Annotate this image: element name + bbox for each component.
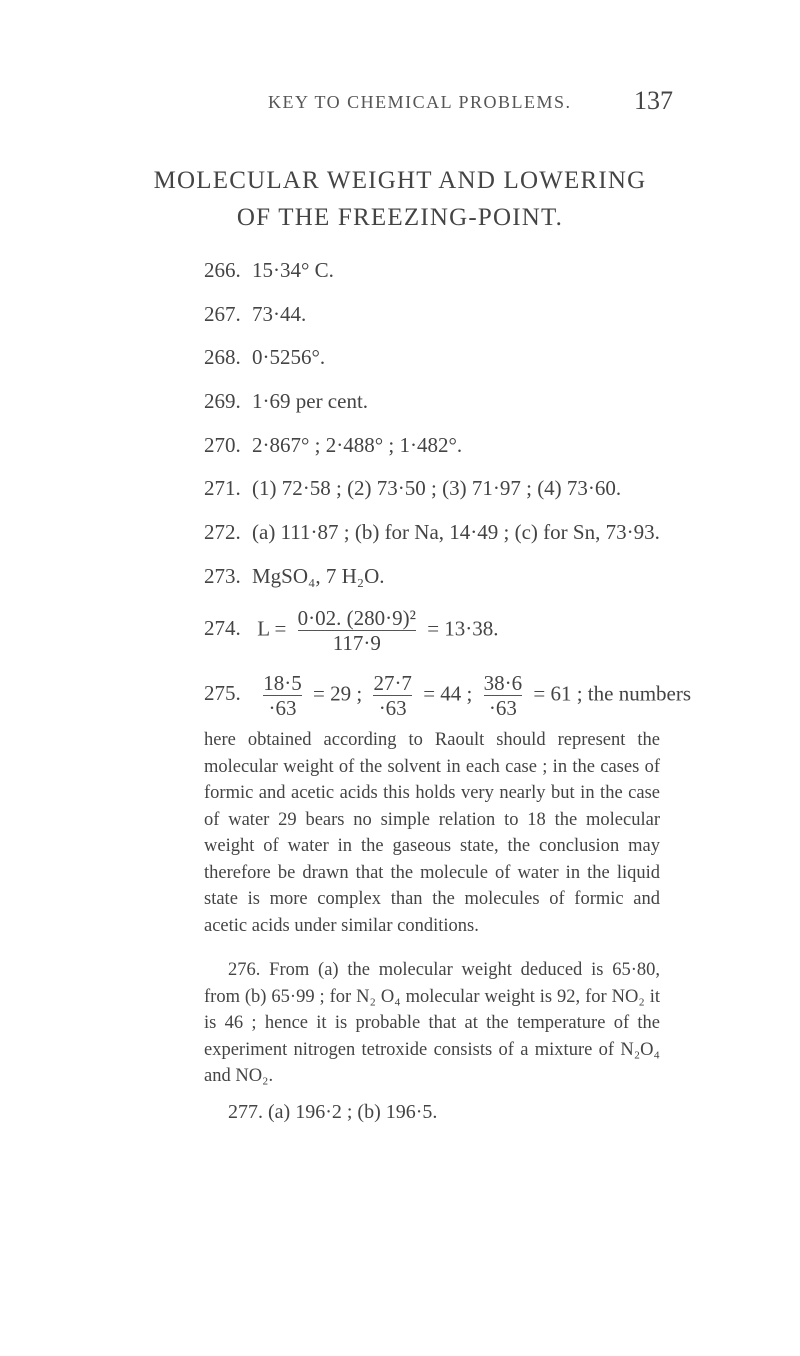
running-title: KEY TO CHEMICAL PROBLEMS. <box>268 92 572 112</box>
fraction-numerator: 27·7 <box>373 671 412 695</box>
fraction-denominator: ·63 <box>484 695 523 720</box>
answer-277 <box>228 1101 437 1124</box>
answer-text: 1·69 per cent. <box>252 389 369 413</box>
fraction-denominator: ·63 <box>373 695 412 720</box>
answer-number: 266. <box>204 258 241 282</box>
answer-text: 73·44. <box>252 302 307 326</box>
formula-274 <box>204 606 499 655</box>
answer-273 <box>204 564 385 589</box>
answer-text: 0·5256°. <box>252 345 326 369</box>
paragraph-275-continuation: here obtained according to Raoult should represent the molecular weight of the solvent in each case ; in the cases of formic and acetic acids this holds very nearly but in the case of water 29 bears no simple relation to 18 the molecular weight of water in the gaseous state, the conclusion may therefore be drawn that the molecule of water in the liquid state is more complex than the molecules of formic and acetic acids under similar conditions. <box>204 730 660 936</box>
answer-number: 277. <box>228 1101 263 1123</box>
answer-270 <box>204 433 462 458</box>
formula-result: = 13·38. <box>427 616 499 641</box>
answer-number: 269. <box>204 389 241 413</box>
fraction <box>298 606 416 655</box>
formula-275 <box>204 671 691 720</box>
page-number: 137 <box>634 86 673 115</box>
answer-text: 2·867° ; 2·488° ; 1·482°. <box>252 433 463 457</box>
paragraph-276: 276. From (a) the molecular weight deduced is 65·80, from (b) 65·99 ; for N₂ O₄ molecular weight is 92, for NO₂ it is 46 ; hence it is probable that at the temperature of the experiment nitrogen tetroxide consists of a mixture of N₂O₄ and NO₂. <box>204 960 660 1086</box>
answer-text: (a) 111·87 ; (b) for Na, 14·49 ; (c) for Sn, 73·93. <box>252 520 660 544</box>
fraction-result: = 29 ; <box>313 681 363 706</box>
answer-number: 268. <box>204 345 241 369</box>
fraction-numerator: 38·6 <box>483 671 523 695</box>
answer-text: MgSO₄, 7 H₂O. <box>252 564 385 588</box>
fraction-numerator: 0·02. (280·9)² <box>297 606 416 630</box>
answer-number: 267. <box>204 302 241 326</box>
answer-268 <box>204 345 325 370</box>
answer-number: 270. <box>204 433 241 457</box>
answer-text: (a) 196·2 ; (b) 196·5. <box>268 1101 438 1123</box>
answer-text: 15·34° C. <box>252 258 334 282</box>
answer-269 <box>204 389 368 414</box>
answer-number: 275. <box>204 681 241 706</box>
answer-number: 271. <box>204 476 241 500</box>
answer-number: 273. <box>204 564 241 588</box>
answer-271 <box>204 476 621 501</box>
fraction-denominator: 117·9 <box>298 630 416 655</box>
section-title-line-2: OF THE FREEZING-POINT. <box>236 204 564 231</box>
fraction <box>373 671 412 720</box>
answer-text: (1) 72·58 ; (2) 73·50 ; (3) 71·97 ; (4) 73·60. <box>252 476 622 500</box>
answer-272 <box>204 520 660 545</box>
section-title-line-1: MOLECULAR WEIGHT AND LOWERING <box>153 167 647 194</box>
fraction-result: = 44 ; <box>423 681 473 706</box>
fraction-denominator: ·63 <box>263 695 302 720</box>
answer-267 <box>204 302 306 327</box>
formula-lhs: L = <box>257 616 287 641</box>
answer-266 <box>204 258 334 283</box>
fraction <box>484 671 523 720</box>
fraction-numerator: 18·5 <box>263 671 302 695</box>
fraction-result: = 61 ; the numbers <box>533 681 692 706</box>
answer-number: 272. <box>204 520 241 544</box>
fraction <box>263 671 302 720</box>
section-title <box>0 162 800 236</box>
answer-number: 274. <box>204 616 241 641</box>
running-head <box>0 86 800 126</box>
